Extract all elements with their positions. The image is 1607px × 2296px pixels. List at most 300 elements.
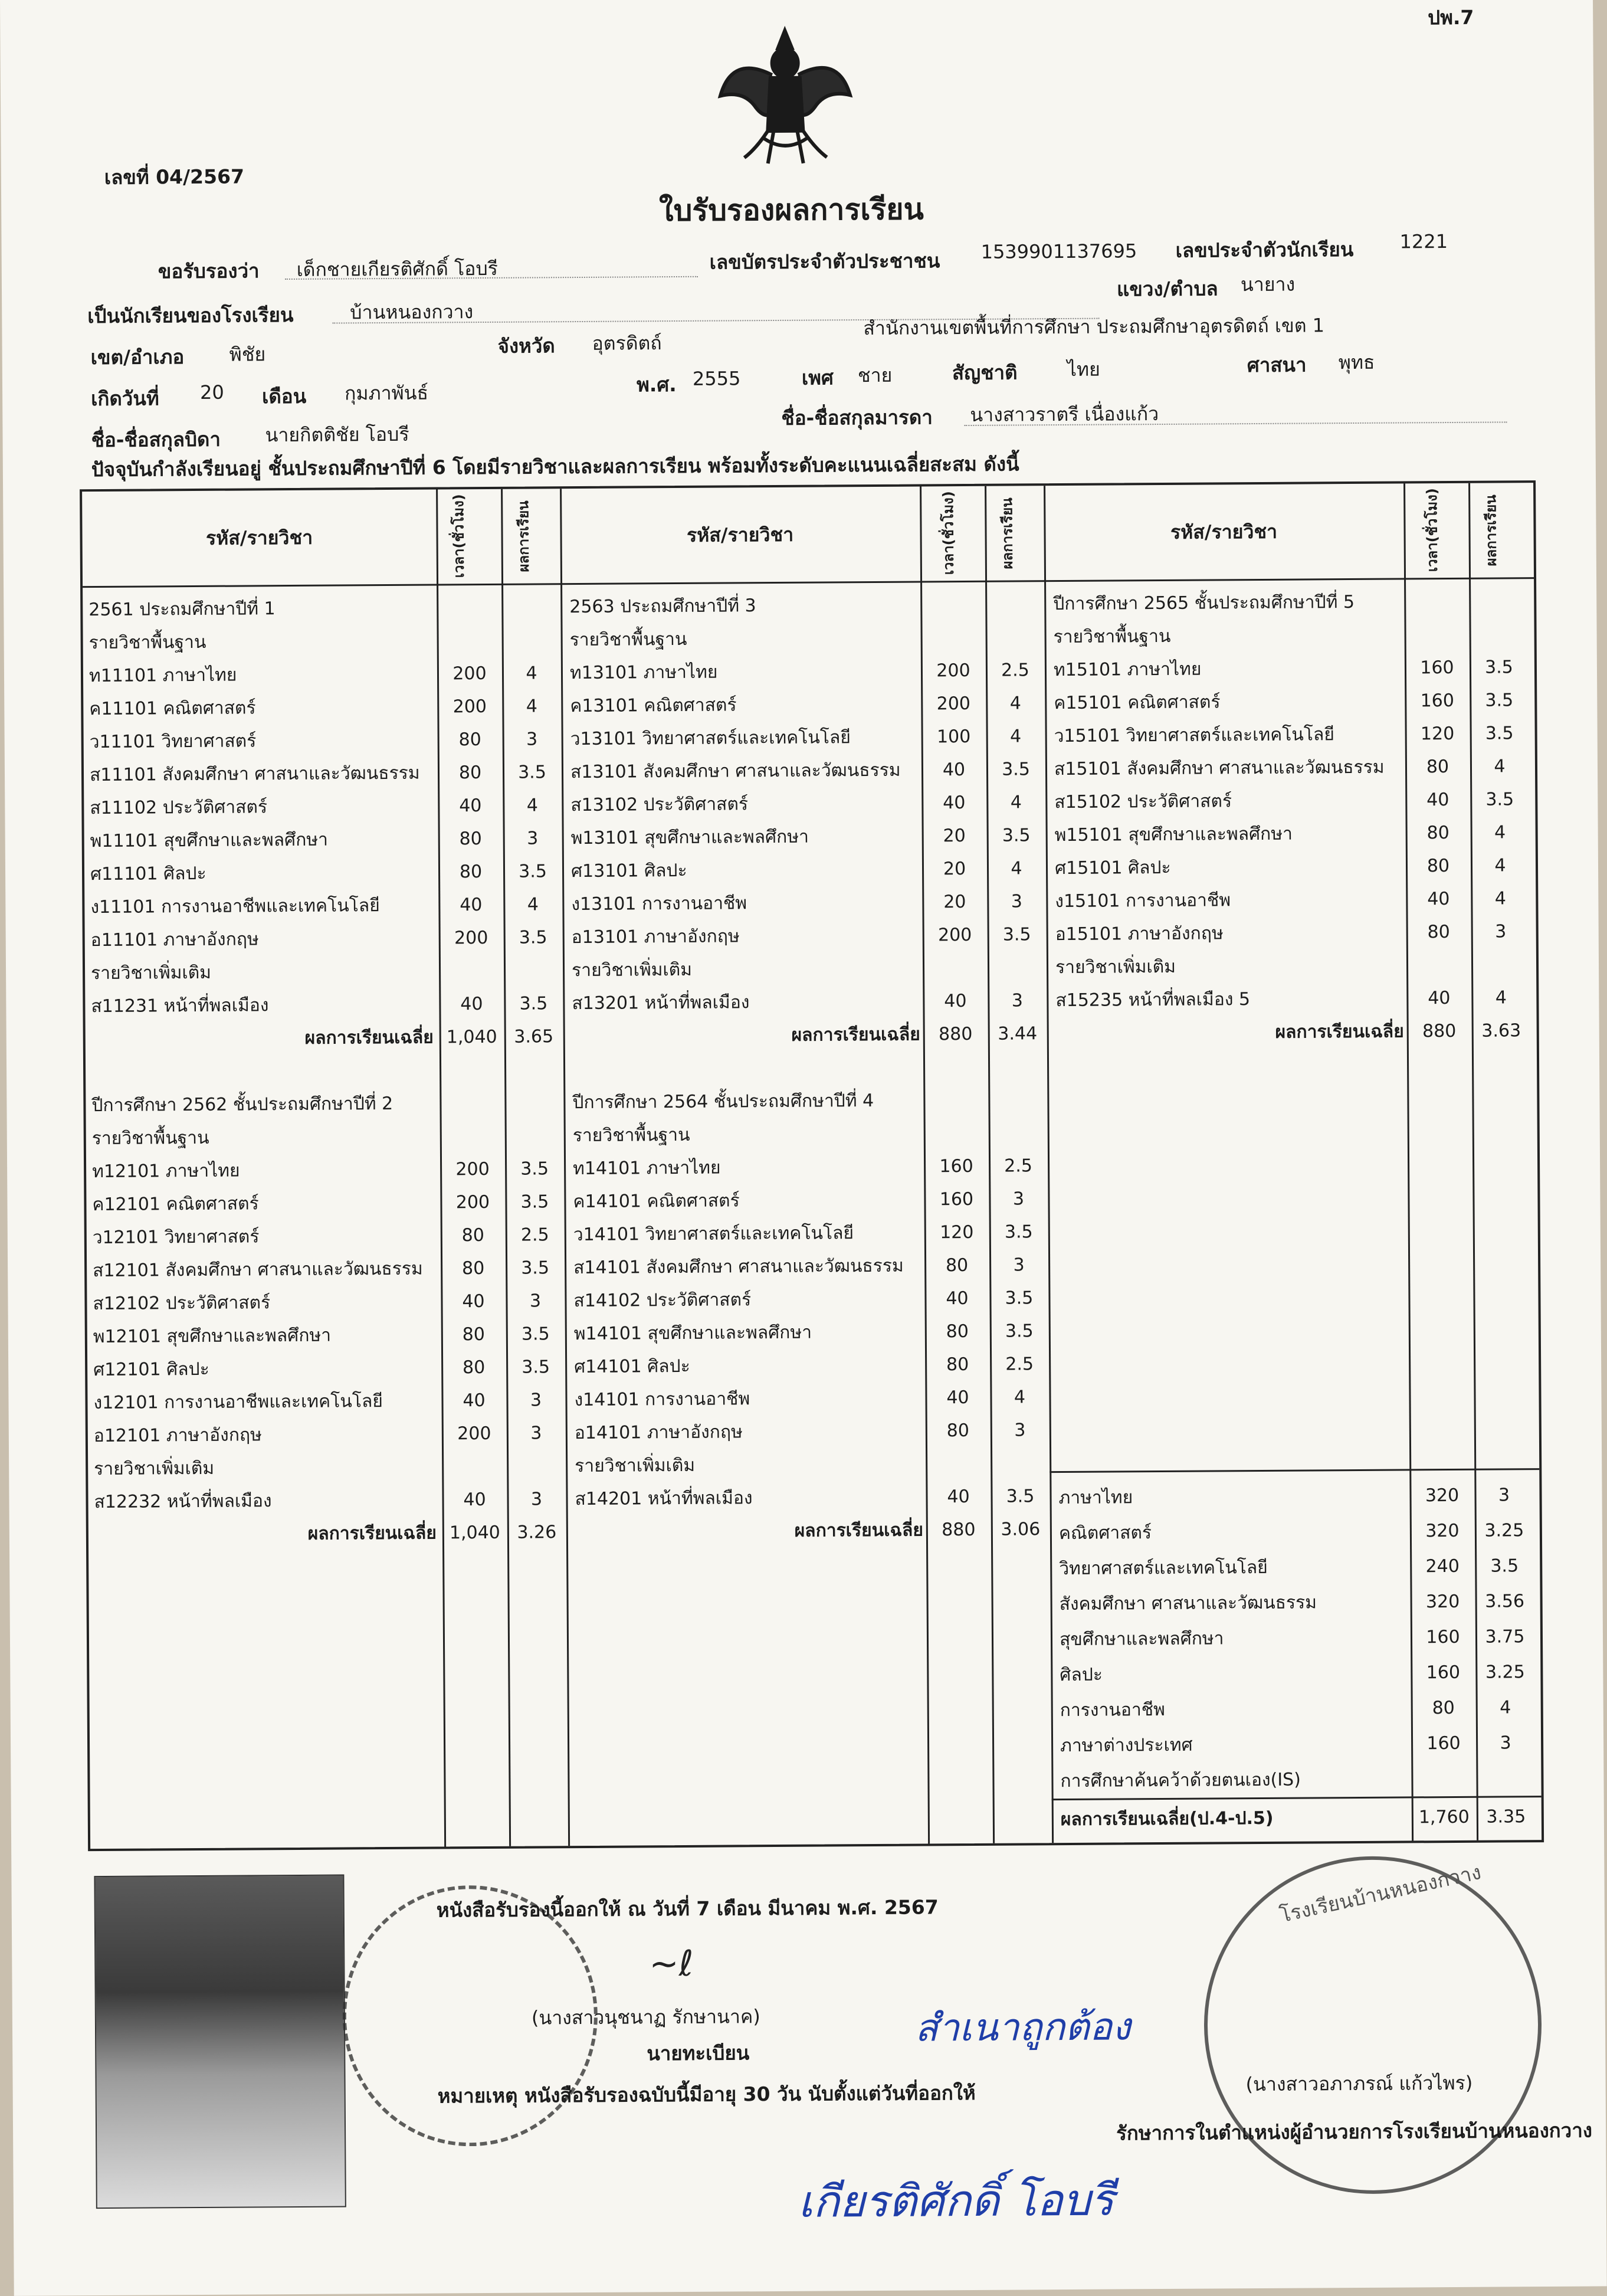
hours-cell: 80	[462, 1324, 486, 1345]
hours-cell: 160	[939, 1188, 974, 1210]
sex-label: เพศ	[801, 366, 834, 389]
grade-cell: 4	[1495, 987, 1507, 1008]
subdistrict: นายาง	[1240, 273, 1296, 296]
subject-cell: ว13101 วิทยาศาสตร์และเทคโนโลยี	[570, 727, 851, 750]
table-row	[572, 985, 1047, 1019]
nationality-label: สัญชาติ	[952, 361, 1018, 385]
hours-cell: 80	[1426, 756, 1449, 778]
grade-cell: 3.5	[520, 1191, 549, 1213]
table-row	[91, 1054, 563, 1088]
hours-cell: 200	[455, 1158, 490, 1180]
grade-cell: 3	[527, 828, 539, 849]
school-name: บ้านหนองกวาง	[350, 300, 474, 324]
subject-cell: ง12101 การงานอาชีพและเทคโนโลยี	[93, 1391, 383, 1414]
hours-cell: 200	[452, 663, 487, 684]
hours-cell: 80	[1432, 1697, 1455, 1719]
grade-cell	[988, 952, 1047, 953]
table-row	[1054, 652, 1529, 686]
table-row	[94, 1451, 566, 1485]
subject-cell: ปีการศึกษา 2565 ชั้นประถมศึกษาปีที่ 5	[1053, 591, 1355, 615]
average-row	[572, 1018, 1047, 1052]
grade-cell: 3	[526, 729, 538, 750]
grade-cell	[1471, 949, 1530, 950]
table-row	[1059, 1551, 1534, 1584]
col2-grade-header: ผลการเรียน	[999, 497, 1016, 569]
garuda-emblem-icon	[708, 18, 862, 173]
father-name: นายกิตติชัย โอบรี	[265, 422, 409, 447]
table-row	[571, 853, 1046, 887]
validity-note: หมายเหตุ หนังสือรับรองฉบับนี้มีอายุ 30 วัน นับตั้งแต่วันที่ออกให้	[437, 2081, 976, 2108]
hours-cell: 80	[461, 1258, 485, 1279]
hours-cell: 120	[1420, 723, 1455, 745]
table-row	[93, 1220, 565, 1253]
hours-cell: 880	[942, 1519, 976, 1541]
hours-cell: 40	[459, 795, 482, 817]
grade-cell: 3.5	[519, 993, 548, 1014]
table-row	[1055, 850, 1530, 884]
table-row	[93, 1352, 565, 1386]
grade-cell	[1469, 586, 1528, 587]
subject-cell: ค15101 คณิตศาสตร์	[1054, 692, 1221, 714]
hours-cell: 80	[462, 1357, 486, 1378]
subject-cell: อ13101 ภาษาอังกฤษ	[571, 926, 740, 948]
grade-cell: 4	[1011, 858, 1022, 879]
hours-cell	[1406, 950, 1471, 951]
hours-cell: 40	[944, 991, 967, 1012]
grade-cell: 3	[1495, 921, 1507, 942]
district: พิชัย	[229, 343, 266, 366]
subject-cell: ง15101 การงานอาชีพ	[1055, 890, 1231, 912]
table-row	[570, 754, 1045, 788]
table-row	[572, 952, 1047, 986]
table-row	[574, 1349, 1049, 1383]
table-row	[573, 1217, 1048, 1250]
grade-cell: 3.5	[520, 1158, 549, 1180]
handwritten-certified-copy: สำเนาถูกต้อง	[914, 2005, 1131, 2051]
subject-cell: รายวิชาเพิ่มเติม	[90, 962, 212, 984]
grade-cell: 3	[1011, 990, 1024, 1011]
table-row	[570, 688, 1045, 722]
table-row	[1054, 751, 1529, 785]
hours-cell: 1,040	[446, 1026, 497, 1048]
table-row	[574, 1316, 1049, 1350]
subject-cell: ส12102 ประวัติศาสตร์	[93, 1292, 271, 1315]
hours-cell	[920, 589, 985, 590]
birth-year: 2555	[692, 367, 741, 390]
table-row	[1054, 784, 1529, 818]
grade-cell: 3.5	[518, 762, 546, 783]
subject-cell: ผลการเรียนเฉลี่ย	[791, 1024, 920, 1046]
hours-cell: 80	[458, 762, 482, 784]
subject-cell: รายวิชาพื้นฐาน	[569, 628, 687, 651]
hours-cell: 200	[452, 696, 487, 718]
subject-cell: ส12232 หน้าที่พลเมือง	[94, 1491, 272, 1513]
subject-cell: ภาษาต่างประเทศ	[1060, 1734, 1193, 1757]
hours-cell	[440, 1088, 504, 1089]
table-row	[1059, 1515, 1534, 1549]
subject-cell: การงานอาชีพ	[1060, 1699, 1165, 1721]
grade-cell: 3	[530, 1390, 542, 1411]
table-row	[1053, 619, 1528, 653]
grade-cell: 3.5	[519, 927, 547, 948]
hours-cell: 200	[454, 927, 488, 949]
grade-cell: 3.5	[1490, 1555, 1519, 1577]
subject-cell: ส14102 ประวัติศาสตร์	[573, 1289, 752, 1312]
hours-cell: 20	[943, 892, 966, 913]
grade-cell: 3.5	[519, 861, 547, 882]
subject-cell: ท13101 ภาษาไทย	[569, 661, 718, 684]
hours-cell: 160	[1426, 1662, 1461, 1683]
col3-subject-header: รหัส/รายวิชา	[1170, 520, 1278, 543]
subject-cell: ส15102 ประวัติศาสตร์	[1054, 791, 1232, 813]
col3-hours-header: เวลา(ชั่วโมง)	[1424, 488, 1441, 572]
hours-cell: 40	[946, 1387, 969, 1409]
id-label: เลขบัตรประจำตัวประชาชน	[709, 249, 940, 274]
seal-text: โรงเรียนบ้านหนองกวาง	[1277, 1860, 1484, 1928]
table-row	[1060, 1622, 1534, 1655]
grade-cell: 4	[1494, 888, 1507, 909]
table-row	[572, 919, 1047, 953]
subject-cell: พ11101 สุขศึกษาและพลศึกษา	[90, 829, 329, 852]
grade-cell: 3	[1498, 1485, 1510, 1506]
subject-cell: ศิลปะ	[1060, 1664, 1103, 1686]
grade-cell	[1476, 1763, 1535, 1764]
religion-label: ศาสนา	[1247, 353, 1307, 377]
table-row	[570, 787, 1045, 821]
subject-cell: รายวิชาเพิ่มเติม	[1055, 956, 1176, 978]
subject-cell: พ15101 สุขศึกษาและพลศึกษา	[1054, 823, 1293, 846]
table-row	[92, 1187, 564, 1220]
province-label: จังหวัด	[497, 334, 555, 358]
table-row	[571, 820, 1046, 854]
subject-cell: ศ11101 ศิลปะ	[90, 863, 206, 885]
hours-cell: 80	[1426, 823, 1449, 844]
table-row	[572, 1085, 1047, 1118]
document-number: เลขที่ 04/2567	[104, 165, 245, 189]
grade-cell: 3.5	[1005, 1288, 1034, 1309]
subject-cell: ท12101 ภาษาไทย	[92, 1160, 240, 1183]
hours-cell: 80	[459, 862, 483, 883]
birth-month-label: เดือน	[261, 384, 307, 408]
subject-cell: ค14101 คณิตศาสตร์	[573, 1190, 740, 1213]
mother-label: ชื่อ-ชื่อสกุลมารดา	[781, 405, 933, 430]
subject-cell: ท15101 ภาษาไทย	[1053, 659, 1202, 681]
hours-cell: 160	[939, 1155, 973, 1177]
hours-cell: 160	[1420, 690, 1455, 712]
subject-cell: ผลการเรียนเฉลี่ย	[307, 1522, 437, 1544]
grade-cell: 3.25	[1484, 1520, 1524, 1541]
table-row	[1060, 1692, 1535, 1726]
subject-cell: ท14101 ภาษาไทย	[573, 1157, 721, 1180]
registrar-title: นายทะเบียน	[647, 2041, 750, 2065]
grade-cell: 3.5	[521, 1324, 550, 1345]
subject-cell: ค13101 คณิตศาสตร์	[570, 695, 737, 717]
grade-cell	[985, 622, 1044, 623]
hours-cell: 40	[946, 1288, 969, 1309]
hours-cell: 880	[938, 1023, 973, 1045]
hours-cell: 40	[463, 1489, 486, 1511]
grade-cell: 3.44	[998, 1023, 1038, 1044]
grade-cell	[504, 955, 563, 956]
table-row	[1055, 949, 1530, 983]
table-row	[90, 724, 562, 758]
grades-table	[80, 480, 1544, 1851]
hours-cell: 80	[461, 1225, 485, 1246]
table-row	[90, 790, 562, 824]
hours-cell: 40	[462, 1291, 485, 1312]
subject-cell: ค11101 คณิตศาสตร์	[89, 697, 256, 720]
subject-cell: ศ13101 ศิลปะ	[570, 860, 687, 882]
grade-cell: 4	[526, 663, 537, 684]
subject-cell: ส13201 หน้าที่พลเมือง	[572, 992, 750, 1014]
hours-cell: 80	[946, 1420, 970, 1442]
subject-cell: อ14101 ภาษาอังกฤษ	[574, 1422, 743, 1444]
table-row	[1060, 1728, 1535, 1761]
hours-cell: 1,760	[1418, 1806, 1470, 1828]
table-row	[91, 922, 563, 956]
table-row	[94, 1418, 566, 1452]
hours-cell: 40	[1426, 790, 1449, 811]
grade-cell: 4	[526, 696, 537, 717]
hours-cell: 40	[463, 1390, 486, 1411]
subject-cell: ผลการเรียนเฉลี่ย	[1275, 1021, 1404, 1043]
table-row	[571, 886, 1046, 920]
father-label: ชื่อ-ชื่อสกุลบิดา	[91, 427, 221, 452]
subject-cell: คณิตศาสตร์	[1058, 1522, 1152, 1544]
subject-cell: รายวิชาพื้นฐาน	[572, 1124, 690, 1147]
table-row	[570, 721, 1045, 755]
subject-cell: สุขศึกษาและพลศึกษา	[1059, 1628, 1224, 1650]
table-row	[1055, 883, 1530, 917]
subject-cell: ปีการศึกษา 2562 ชั้นประถมศึกษาปีที่ 2	[91, 1093, 393, 1116]
hours-cell	[440, 1055, 504, 1056]
district-label: เขต/อำเภอ	[90, 345, 185, 369]
hours-cell: 40	[1428, 988, 1451, 1009]
table-row	[93, 1385, 565, 1419]
director-name: (นางสาวอภาภรณ์ แก้วไพร)	[1245, 2071, 1473, 2096]
table-row	[573, 1250, 1048, 1283]
grade-cell: 3.06	[1001, 1519, 1041, 1540]
table-row	[573, 1118, 1048, 1151]
grade-cell: 3.5	[1485, 789, 1514, 810]
hours-cell: 20	[943, 859, 966, 880]
subject-cell: ค12101 คณิตศาสตร์	[92, 1193, 259, 1216]
table-row	[1055, 982, 1530, 1016]
school-label: เป็นนักเรียนของโรงเรียน	[87, 303, 294, 328]
summary-total-row	[1061, 1802, 1536, 1835]
hours-cell: 160	[1426, 1626, 1460, 1648]
subject-cell: ศ12101 ศิลปะ	[93, 1358, 209, 1381]
subject-cell: พ12101 สุขศึกษาและพลศึกษา	[93, 1325, 332, 1348]
subject-cell: ส13102 ประวัติศาสตร์	[570, 794, 749, 816]
grade-cell: 4	[1014, 1387, 1026, 1408]
subject-cell: อ15101 ภาษาอังกฤษ	[1055, 923, 1224, 945]
subject-cell: ส12101 สังคมศึกษา ศาสนาและวัฒนธรรม	[93, 1258, 423, 1282]
subject-cell: รายวิชาพื้นฐาน	[1053, 625, 1171, 648]
hours-cell	[439, 956, 504, 957]
hours-cell	[437, 592, 501, 593]
subject-cell: ส15101 สังคมศึกษา ศาสนาและวัฒนธรรม	[1054, 756, 1385, 780]
education-office: สำนักงานเขตพื้นที่การศึกษา ประถมศึกษาอุตรดิตถ์ เขต 1	[863, 314, 1325, 340]
subject-cell: ส14101 สังคมศึกษา ศาสนาและวัฒนธรรม	[573, 1255, 904, 1279]
table-row	[89, 691, 561, 725]
subject-cell: ง14101 การงานอาชีพ	[574, 1388, 750, 1411]
grade-cell: 4	[1494, 822, 1506, 843]
hours-cell: 40	[942, 759, 966, 781]
hours-cell: 80	[945, 1255, 969, 1276]
subject-cell: อ12101 ภาษาอังกฤษ	[93, 1424, 262, 1447]
grade-cell: 4	[1010, 792, 1022, 813]
grade-cell: 4	[1494, 855, 1506, 876]
table-row	[89, 625, 561, 659]
col2-subject-header: รหัส/รายวิชา	[686, 523, 794, 546]
average-row	[1056, 1016, 1531, 1049]
grade-cell: 3.5	[1485, 723, 1514, 744]
student-no: 1221	[1399, 230, 1448, 253]
grade-cell: 3.26	[517, 1522, 557, 1543]
grade-cell: 3.5	[1006, 1486, 1035, 1507]
grade-cell: 3	[1014, 1420, 1026, 1441]
grade-cell: 3.5	[1002, 825, 1031, 846]
table-row	[573, 1184, 1048, 1217]
table-row	[574, 1382, 1049, 1416]
grade-cell: 3	[1500, 1732, 1511, 1754]
subject-cell: ว12101 วิทยาศาสตร์	[92, 1226, 260, 1249]
subject-cell: รายวิชาพื้นฐาน	[88, 631, 206, 654]
hours-cell	[923, 953, 988, 954]
province: อุตรดิตถ์	[592, 332, 662, 355]
hours-cell: 160	[1420, 657, 1454, 679]
subject-cell: พ13101 สุขศึกษาและพลศึกษา	[570, 826, 809, 849]
subject-cell: ว14101 วิทยาศาสตร์และเทคโนโลยี	[573, 1223, 854, 1246]
hours-cell: 100	[936, 726, 971, 748]
hours-cell: 200	[936, 693, 971, 715]
grade-cell: 3.56	[1485, 1591, 1525, 1612]
table-row	[90, 856, 562, 890]
subject-cell: ว11101 วิทยาศาสตร์	[89, 731, 257, 753]
col1-hours-header: เวลา(ชั่วโมง)	[450, 494, 467, 578]
subject-cell: สังคมศึกษา ศาสนาและวัฒนธรรม	[1059, 1592, 1317, 1615]
grade-cell: 3.5	[1002, 759, 1030, 780]
hours-cell	[440, 1121, 505, 1122]
subject-cell: รายวิชาเพิ่มเติม	[575, 1455, 696, 1477]
hours-cell: 200	[455, 1191, 490, 1213]
subject-cell: 2561 ประถมศึกษาปีที่ 1	[88, 598, 276, 621]
hours-cell: 40	[460, 895, 483, 916]
hours-cell	[924, 1118, 989, 1119]
table-row	[1060, 1657, 1534, 1691]
birth-month: กุมภาพันธ์	[344, 381, 429, 405]
hours-cell: 40	[943, 792, 966, 814]
table-row	[569, 589, 1044, 623]
religion: พุทธ	[1338, 351, 1375, 374]
grade-cell: 3.5	[1002, 924, 1031, 945]
col1-subject-header: รหัส/รายวิชา	[205, 526, 313, 549]
hours-cell: 80	[1426, 856, 1450, 877]
grade-cell: 2.5	[520, 1224, 549, 1246]
subject-cell: พ14101 สุขศึกษาและพลศึกษา	[573, 1322, 812, 1345]
grade-cell: 4	[526, 795, 539, 816]
grade-cell: 3.35	[1486, 1806, 1526, 1827]
table-row	[570, 655, 1045, 689]
grade-cell	[507, 1451, 566, 1452]
sex: ชาย	[857, 363, 893, 387]
director-title: รักษาการในตำแหน่งผู้อำนวยการโรงเรียนบ้านหนองกวาง	[1116, 2118, 1593, 2145]
registrar-signature: ~ℓ	[649, 1943, 694, 1985]
subject-cell: ส11101 สังคมศึกษา ศาสนาและวัฒนธรรม	[89, 762, 420, 786]
subject-cell: ภาษาไทย	[1058, 1487, 1133, 1509]
hours-cell: 80	[1427, 922, 1450, 943]
hours-cell: 240	[1425, 1555, 1460, 1577]
hours-cell: 80	[459, 828, 482, 850]
subject-cell: ส15235 หน้าที่พลเมือง 5	[1055, 989, 1251, 1011]
grade-cell: 3	[530, 1489, 543, 1510]
table-row	[93, 1253, 565, 1286]
subject-cell: ส13101 สังคมศึกษา ศาสนาและวัฒนธรรม	[570, 759, 901, 783]
hours-cell: 40	[1427, 889, 1450, 910]
col1-grade-header: ผลการเรียน	[515, 500, 532, 572]
grade-cell: 3.5	[522, 1357, 550, 1378]
subject-cell: การศึกษาค้นคว้าด้วยตนเอง(IS)	[1060, 1769, 1301, 1792]
subject-cell: ท11101 ภาษาไทย	[88, 664, 237, 687]
col2-hours-header: เวลา(ชั่วโมง)	[940, 491, 957, 575]
subject-cell: ผลการเรียนเฉลี่ย	[794, 1519, 923, 1541]
student-no-label: เลขประจำตัวนักเรียน	[1175, 237, 1354, 262]
hours-cell	[437, 625, 501, 626]
table-row	[1054, 685, 1529, 719]
table-row	[575, 1481, 1050, 1515]
form-code: ปพ.7	[1428, 5, 1474, 30]
hours-cell: 80	[946, 1354, 969, 1375]
grade-cell: 2.5	[1005, 1354, 1034, 1375]
student-photo	[94, 1874, 346, 2209]
grade-cell: 3.5	[1004, 1221, 1033, 1243]
table-row	[573, 1283, 1048, 1316]
grade-cell	[991, 1448, 1050, 1449]
statement: ปัจจุบันกำลังเรียนอยู่ ชั้นประถมศึกษาปีที่ 6 โดยมีรายวิชาและผลการเรียน พร้อมทั้งระดับคะแนนเฉลี่ยสะสม ดังนี้	[91, 452, 1019, 482]
subject-cell: รายวิชาเพิ่มเติม	[94, 1457, 215, 1480]
table-row	[575, 1448, 1050, 1482]
hours-cell: 880	[1422, 1020, 1457, 1042]
id-number: 1539901137695	[980, 240, 1137, 263]
birth-year-label: พ.ศ.	[636, 373, 677, 397]
table-row	[89, 658, 561, 692]
grade-cell: 3.5	[1005, 1321, 1034, 1342]
average-row	[94, 1517, 566, 1551]
table-row	[91, 988, 563, 1022]
subject-cell: รายวิชาพื้นฐาน	[91, 1127, 209, 1149]
subject-cell	[572, 1053, 920, 1055]
hours-cell: 320	[1425, 1591, 1460, 1613]
grade-cell: 4	[1494, 756, 1506, 777]
certify-label: ขอรับรองว่า	[158, 259, 260, 283]
grade-cell: 3	[1012, 1188, 1025, 1210]
subject-cell: ว15101 วิทยาศาสตร์และเทคโนโลยี	[1054, 724, 1335, 747]
grade-cell: 4	[1009, 693, 1021, 714]
hours-cell: 160	[1426, 1732, 1461, 1754]
table-row	[93, 1319, 565, 1352]
subject-cell: ผลการเรียนเฉลี่ย	[304, 1027, 434, 1049]
table-row	[1058, 1480, 1533, 1514]
birth-day-label: เกิดวันที่	[91, 387, 159, 411]
table-row	[93, 1286, 565, 1319]
subject-cell: ส14201 หน้าที่พลเมือง	[575, 1488, 753, 1510]
subject-cell: ผลการเรียนเฉลี่ย(ป.4-ป.5)	[1060, 1807, 1274, 1830]
subject-cell: วิทยาศาสตร์และเทคโนโลยี	[1059, 1557, 1268, 1580]
table-row	[94, 1484, 566, 1518]
table-row	[1055, 916, 1530, 950]
hours-cell: 40	[947, 1486, 970, 1508]
